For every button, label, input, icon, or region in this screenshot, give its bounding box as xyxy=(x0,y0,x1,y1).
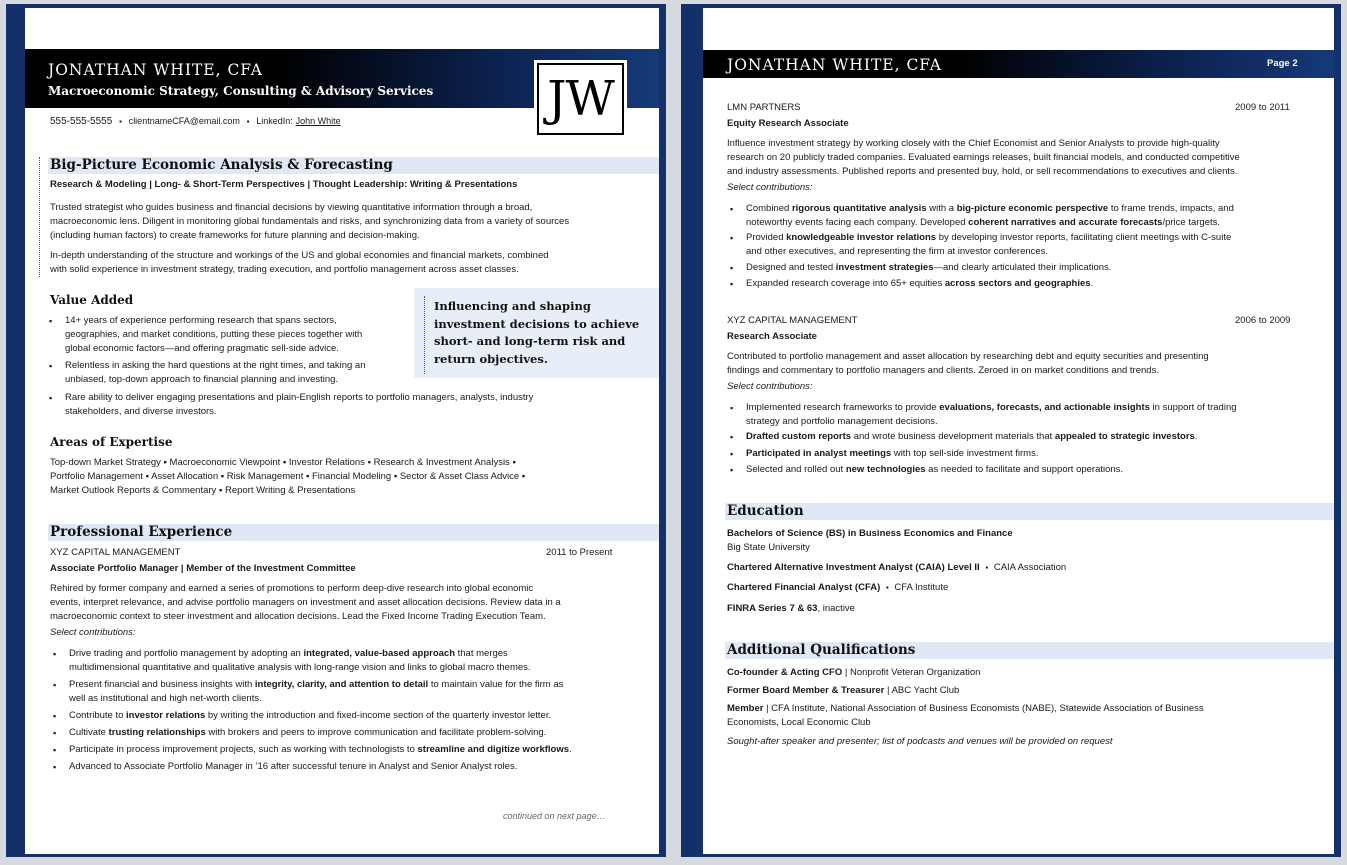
separator-icon: ▪ xyxy=(985,563,989,572)
list-item: ▪ Implemented research frameworks to provide evaluations, forecasts, and actionable insights in support of trading strategy and portfolio management decisions. xyxy=(746,401,1237,429)
separator-icon: ▪ xyxy=(885,583,889,592)
school: Big State University xyxy=(727,542,810,553)
separator-icon: ▪ xyxy=(119,117,122,126)
job-company: LMN PARTNERS xyxy=(727,102,801,113)
summary-paragraph-2: In-depth understanding of the structure and workings of the US and global economies and financial markets, combined with solid experience in investment strategy, trading execution, and portfolio management across asset classes. xyxy=(50,250,549,276)
value-added-title: Value Added xyxy=(50,293,134,307)
page-number: Page 2 xyxy=(1267,58,1298,69)
job-role: Equity Research Associate xyxy=(727,118,849,129)
select-contributions: Select contributions: xyxy=(50,627,136,638)
resume-page-2 xyxy=(681,4,1341,857)
summary-subtitle: Research & Modeling | Long- & Short-Term Perspectives | Thought Leadership: Writing & Presentations xyxy=(50,179,518,190)
select-contributions: Select contributions: xyxy=(727,381,813,392)
linkedin-label: LinkedIn: xyxy=(256,116,293,126)
qualification: Member | CFA Institute, National Association of Business Economists (NABE), Statewide Association of Business Economists, Local Economic Club xyxy=(727,703,1204,729)
phone: 555-555-5555 xyxy=(50,116,113,127)
expertise-list: Top-down Market Strategy ▪ Macroeconomic Viewpoint ▪ Investor Relations ▪ Research & Investment Analysis ▪ Portfolio Management ▪ Asset Allocation ▪ Risk Management ▪ Financial Modeling ▪ Sector & Asset Class Advice ▪ Market Outlook Reports & Commentary ▪ Report Writing & Presentations xyxy=(50,457,526,497)
list-item: ▪ Rare ability to deliver engaging presentations and plain-English reports to portfolio managers, analysts, industry stakeholders, and diverse investors. xyxy=(65,391,533,419)
job-description: Contributed to portfolio management and asset allocation by researching debt and equity securities and presenting findings and commentary to portfolio managers and clients. Zeroed in on market conditions and trends. xyxy=(727,351,1209,377)
list-item: ▪ Cultivate trusting relationships with brokers and peers to improve communication and facilitate problem-solving. xyxy=(69,726,546,740)
email[interactable]: clientnameCFA@email.com xyxy=(128,116,240,126)
list-item: ▪ Combined rigorous quantitative analysis with a big-picture economic perspective to frame trends, impacts, and noteworthy events facing each company. Developed coherent narratives and accurate forecasts/price targets. xyxy=(746,202,1234,230)
select-contributions: Select contributions: xyxy=(727,182,813,193)
job-dates: 2009 to 2011 xyxy=(1235,102,1290,113)
certification: Chartered Alternative Investment Analyst (CAIA) Level II ▪ CAIA Association xyxy=(727,562,1067,573)
education-band xyxy=(725,503,1334,520)
list-item: ▪ Selected and rolled out new technologies as needed to facilitate and support operations. xyxy=(746,463,1123,477)
list-item: ▪ Present financial and business insights with integrity, clarity, and attention to detail to maintain value for the firm as well as institutional and high net-worth clients. xyxy=(69,678,563,706)
certification: FINRA Series 7 & 63, inactive xyxy=(727,603,855,614)
job-description: Rehired by former company and earned a series of promotions to perform deep-dive research into global economic events, interpret relevance, and advise portfolio managers on investment and asset allocation decisions. Review data in a macroeconomic context to steer investment and allocation decisions. Lead the Fixed Income Trading Execution Team. xyxy=(50,583,561,623)
job-role: Research Associate xyxy=(727,331,817,342)
contact-line xyxy=(50,114,341,129)
degree: Bachelors of Science (BS) in Business Economics and Finance xyxy=(727,528,1013,539)
qualification: Co-founder & Acting CFO | Nonprofit Veteran Organization xyxy=(727,667,981,678)
job-role: Associate Portfolio Manager | Member of the Investment Committee xyxy=(50,563,356,574)
header-banner xyxy=(703,50,1334,78)
monogram-logo: JW xyxy=(537,63,624,135)
list-item: ▪ Participate in process improvement projects, such as working with technologists to streamline and digitize workflows. xyxy=(69,743,572,757)
job-dates: 2006 to 2009 xyxy=(1235,315,1291,326)
speaker-note: Sought-after speaker and presenter; list of podcasts and venues will be provided on request xyxy=(727,736,1113,747)
expertise-title: Areas of Expertise xyxy=(50,435,173,449)
list-item: ▪ Expanded research coverage into 65+ equities across sectors and geographies. xyxy=(746,277,1093,291)
certification: Chartered Financial Analyst (CFA) ▪ CFA Institute xyxy=(727,582,949,593)
job-description: Influence investment strategy by working closely with the Chief Economist and Senior Analysts to provide high-quality research on 20 publicly traded companies. Evaluated earnings releases, built financial models, and conducted competitive and industry assessments. Published reports and presented buy, hold, or sell recommendations to executives and clients. xyxy=(727,138,1240,178)
resume-page-1 xyxy=(6,4,666,857)
job-company: XYZ CAPITAL MANAGEMENT xyxy=(727,315,858,326)
continued-note: continued on next page… xyxy=(503,811,606,821)
list-item: ▪ Drive trading and portfolio management by adopting an integrated, value-based approach that merges multidimensional quantitative and qualitative analysis with long-range vision and links to global macro themes. xyxy=(69,647,531,675)
qualification: Former Board Member & Treasurer | ABC Yacht Club xyxy=(727,685,960,696)
list-item: ▪ 14+ years of experience performing research that spans sectors, geographies, and market conditions, putting these pieces together with global economic factors—and offering pragmatic sell-side advice. xyxy=(65,314,362,356)
page-1-sheet xyxy=(25,8,659,854)
list-item: ▪ Relentless in asking the hard questions at the right times, and taking an unbiased, top-down approach to financial planning and investing. xyxy=(65,359,365,387)
summary-title: Big-Picture Economic Analysis & Forecasting xyxy=(50,157,393,173)
candidate-name: JONATHAN WHITE, CFA xyxy=(727,56,942,74)
experience-title: Professional Experience xyxy=(50,524,233,540)
linkedin-link[interactable]: John White xyxy=(295,116,341,126)
list-item: ▪ Designed and tested investment strategies—and clearly articulated their implications. xyxy=(746,261,1111,275)
callout-quote: Influencing and shaping investment decisions to achieve short- and long-term risk and return objectives. xyxy=(434,299,640,366)
callout-rule xyxy=(424,296,425,374)
job-dates: 2011 to Present xyxy=(546,547,613,558)
candidate-name: JONATHAN WHITE, CFA xyxy=(48,61,263,79)
candidate-tagline: Macroeconomic Strategy, Consulting & Advisory Services xyxy=(48,84,434,98)
additional-title: Additional Qualifications xyxy=(727,642,916,658)
summary-rule xyxy=(39,157,40,277)
list-item: ▪ Contribute to investor relations by writing the introduction and fixed-income section of the quarterly investor letter. xyxy=(69,709,551,723)
education-title: Education xyxy=(727,503,804,519)
job-company: XYZ CAPITAL MANAGEMENT xyxy=(50,547,181,558)
summary-paragraph-1: Trusted strategist who guides business and financial decisions by viewing quantitative information through a broad, macroeconomic lens. Diligent in monitoring global fundamentals and risks, and synchronizing data from a variety of sources (including human factors) to create frameworks for future planning and decision-making. xyxy=(50,202,570,242)
page-2-sheet xyxy=(703,8,1334,854)
list-item: ▪ Drafted custom reports and wrote business development materials that appealed to strategic investors. xyxy=(746,430,1197,444)
separator-icon: ▪ xyxy=(246,117,250,126)
list-item: ▪ Provided knowledgeable investor relations by developing investor reports, facilitating client meetings with C-suite and other executives, and representing the firm at investor conferences. xyxy=(746,231,1231,259)
list-item: ▪ Advanced to Associate Portfolio Manager in ’16 after successful tenure in Analyst and Senior Analyst roles. xyxy=(69,760,517,774)
list-item: ▪ Participated in analyst meetings with top sell-side investment firms. xyxy=(746,447,1038,461)
